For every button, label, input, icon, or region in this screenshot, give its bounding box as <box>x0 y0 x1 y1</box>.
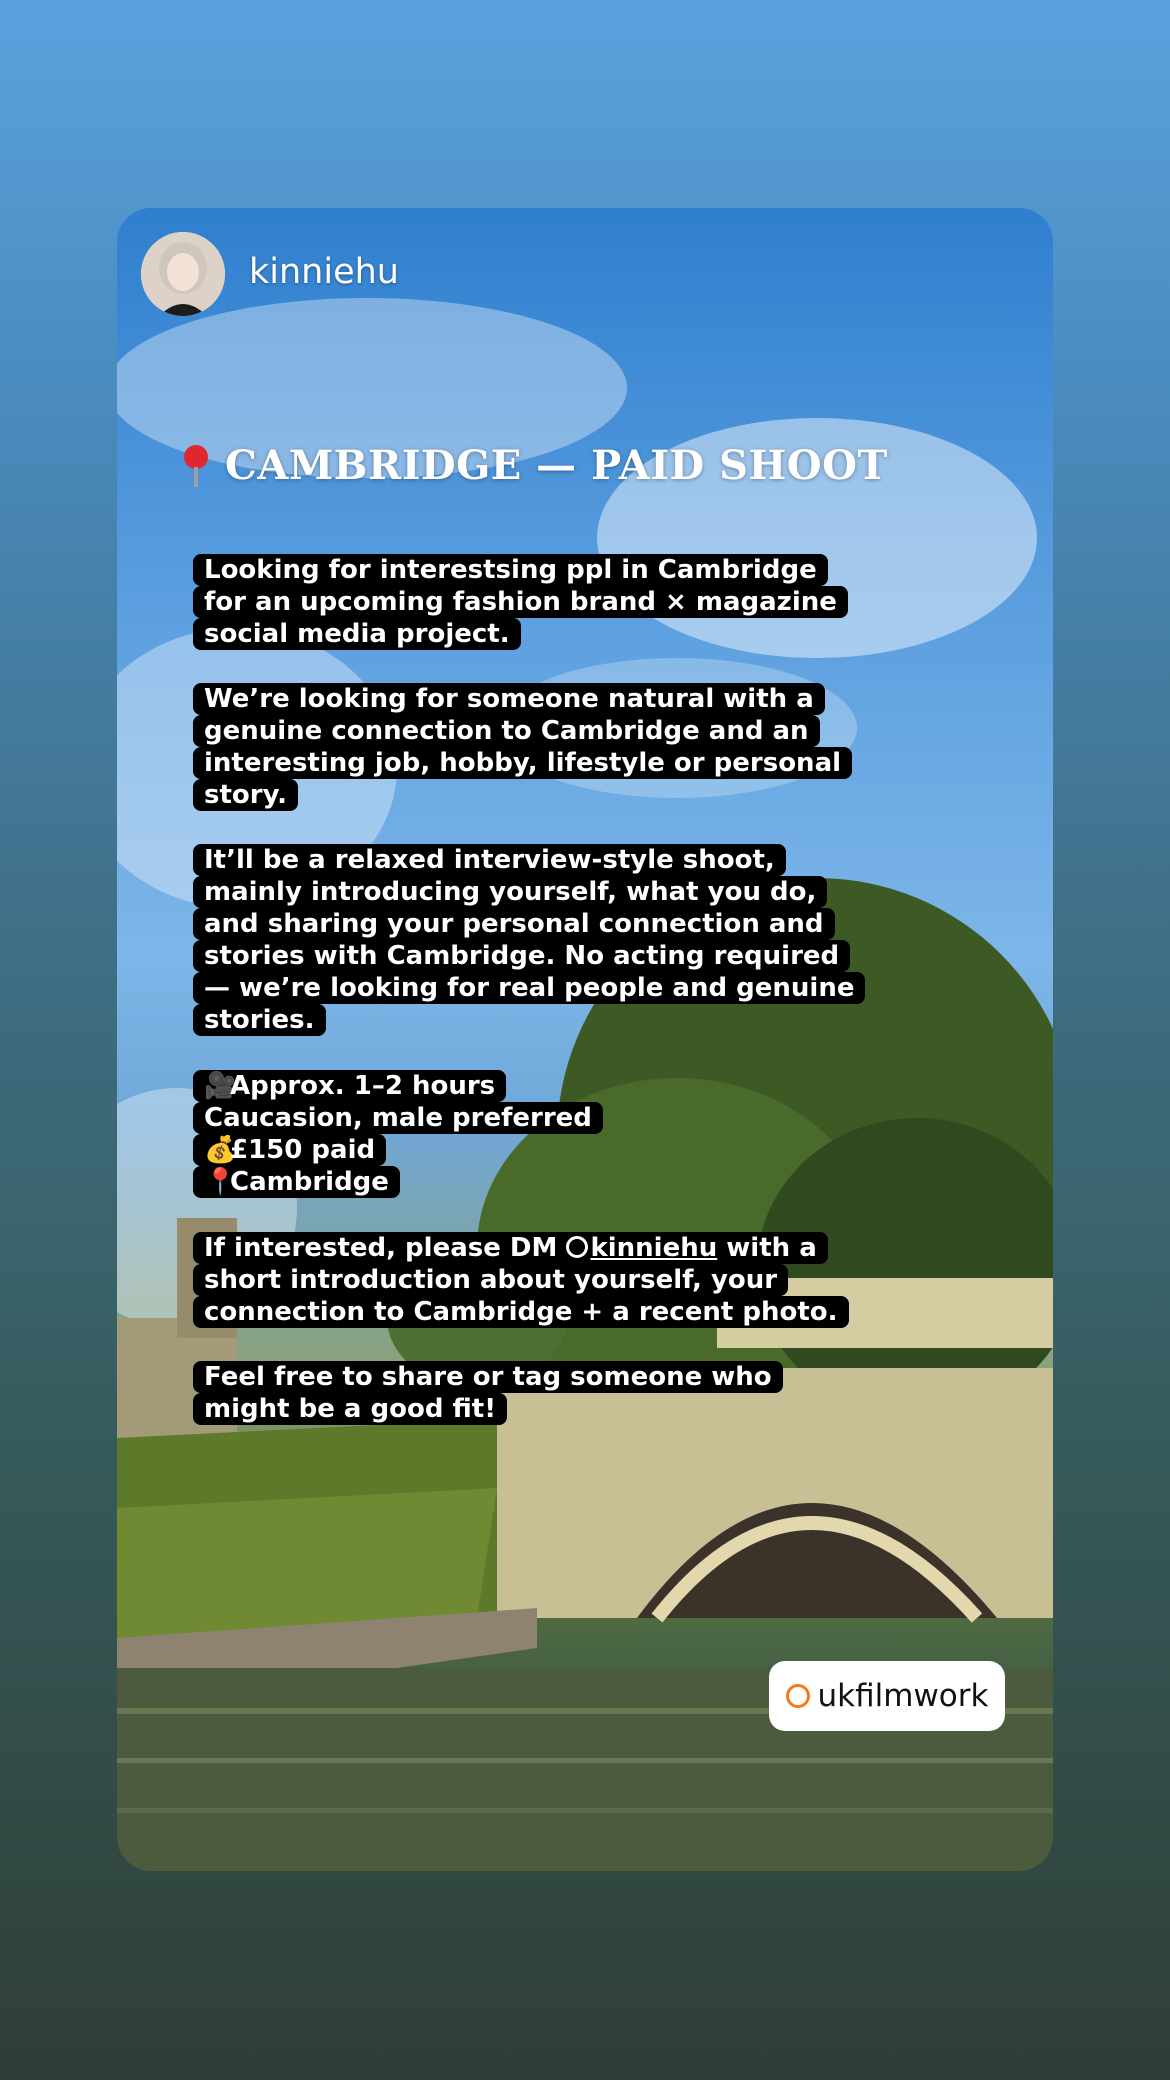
intro-block <box>193 554 837 650</box>
text-line: — we’re looking for real people and genuine <box>193 972 865 1004</box>
threads-icon <box>566 1236 588 1258</box>
text-line: social media project. <box>193 618 521 650</box>
text-line: stories. <box>193 1004 326 1036</box>
text-line: Looking for interestsing ppl in Cambridge <box>193 554 828 586</box>
contact-suffix: with a <box>717 1233 817 1263</box>
location-text: Cambridge <box>230 1167 389 1197</box>
duration-text: Approx. 1–2 hours <box>230 1071 496 1101</box>
text-line: stories with Cambridge. No acting required <box>193 940 850 972</box>
text-line: story. <box>193 779 298 811</box>
share-block <box>193 1361 813 1425</box>
text-line: mainly introducing yourself, what you do, <box>193 876 827 908</box>
shoot-description-block <box>193 844 855 1036</box>
headline-text: CAMBRIDGE — PAID SHOOT <box>225 442 888 489</box>
avatar[interactable] <box>141 232 225 316</box>
video-camera-icon: 🎥 <box>204 1071 237 1101</box>
details-block <box>193 1070 813 1198</box>
looking-for-block <box>193 683 842 811</box>
contact-prefix: If interested, please DM <box>204 1233 567 1263</box>
username[interactable]: kinniehu <box>249 252 399 292</box>
mention-handle: kinniehu <box>590 1233 718 1263</box>
text-line: Feel free to share or tag someone who <box>193 1361 783 1393</box>
headline <box>181 442 888 489</box>
mention-link[interactable] <box>566 1233 717 1263</box>
pay-text: £150 paid <box>230 1135 376 1165</box>
text-line: connection to Cambridge + a recent photo. <box>193 1296 849 1328</box>
text-line: and sharing your personal connection and <box>193 908 835 940</box>
detail-pay <box>193 1134 386 1166</box>
text-line: short introduction about yourself, your <box>193 1264 788 1296</box>
text-line: might be a good fit! <box>193 1393 507 1425</box>
location-pin-icon: 📍 <box>204 1167 237 1197</box>
story-card <box>117 208 1053 1871</box>
threads-icon <box>786 1684 810 1708</box>
threads-tag-sticker[interactable] <box>769 1661 1005 1731</box>
text-line: We’re looking for someone natural with a <box>193 683 825 715</box>
contact-block <box>193 1232 838 1328</box>
text-line: for an upcoming fashion brand × magazine <box>193 586 848 618</box>
location-pin-icon <box>181 445 211 487</box>
detail-preference: Caucasion, male preferred <box>193 1102 603 1134</box>
detail-duration <box>193 1070 506 1102</box>
detail-location <box>193 1166 400 1198</box>
tag-handle: ukfilmwork <box>817 1678 989 1714</box>
text-line: interesting job, hobby, lifestyle or personal <box>193 747 852 779</box>
text-line: genuine connection to Cambridge and an <box>193 715 820 747</box>
text-line <box>193 1232 828 1264</box>
money-bag-icon: 💰 <box>204 1135 237 1165</box>
text-line: It’ll be a relaxed interview-style shoot, <box>193 844 786 876</box>
